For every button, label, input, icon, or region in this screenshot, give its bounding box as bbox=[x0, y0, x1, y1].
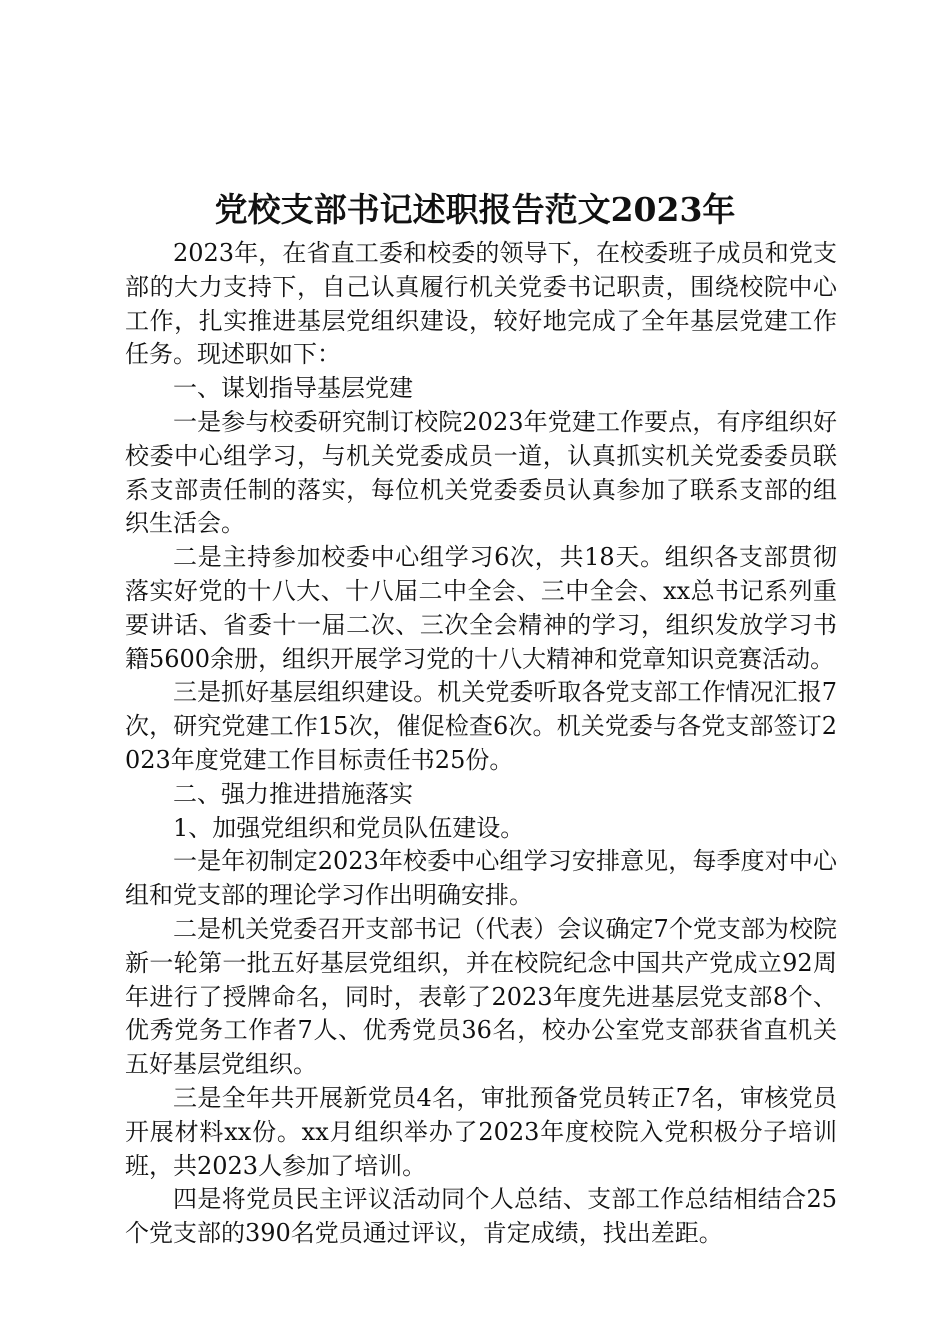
paragraph-item: 二是机关党委召开支部书记（代表）会议确定7个党支部为校院新一轮第一批五好基层党组织，并在校院纪念中国共产党成立92周年进行了授牌命名，同时，表彰了2023年度先进基层党支部8个、优秀党务工作者7人、优秀党员36名，校办公室党支部获省直机关五好基层党组织。 bbox=[125, 914, 837, 1079]
paragraph-item: 三是抓好基层组织建设。机关党委听取各党支部工作情况汇报7次，研究党建工作15次，催促检查6次。机关党委与各党支部签订2023年度党建工作目标责任书25份。 bbox=[125, 678, 837, 774]
subsection-heading-1: 1、加强党组织和党员队伍建设。 bbox=[173, 813, 525, 842]
section-heading-2: 二、强力推进措施落实 bbox=[173, 779, 413, 808]
paragraph-item: 一是年初制定2023年校委中心组学习安排意见，每季度对中心组和党支部的理论学习作出明确安排。 bbox=[125, 847, 837, 910]
paragraph-item: 三是全年共开展新党员4名，审批预备党员转正7名，审核党员开展材料xx份。xx月组织举办了2023年度校院入党积极分子培训班，共2023人参加了培训。 bbox=[125, 1083, 837, 1180]
document-title: 党校支部书记述职报告范文2023年 bbox=[214, 190, 736, 229]
paragraph-item: 一是参与校委研究制订校院2023年党建工作要点，有序组织好校委中心组学习，与机关党委成员一道，认真抓实机关党委委员联系支部责任制的落实，每位机关党委委员认真参加了联系支部的组织生活会。 bbox=[125, 407, 837, 538]
paragraph-intro: 2023年，在省直工委和校委的领导下，在校委班子成员和党支部的大力支持下，自己认真履行机关党委书记职责，围绕校院中心工作，扎实推进基层党组织建设，较好地完成了全年基层党建工作任务。现述职如下： bbox=[125, 239, 837, 369]
paragraph-item: 四是将党员民主评议活动同个人总结、支部工作总结相结合25个党支部的390名党员通过评议，肯定成绩，找出差距。 bbox=[125, 1185, 837, 1248]
document-body bbox=[125, 237, 837, 1251]
paragraph-item: 二是主持参加校委中心组学习6次，共18天。组织各支部贯彻落实好党的十八大、十八届二中全会、三中全会、xx总书记系列重要讲话、省委十一届二次、三次全会精神的学习，组织发放学习书籍5600余册，组织开展学习党的十八大精神和党章知识竞赛活动。 bbox=[125, 543, 837, 673]
section-heading-1: 一、谋划指导基层党建 bbox=[173, 374, 413, 403]
